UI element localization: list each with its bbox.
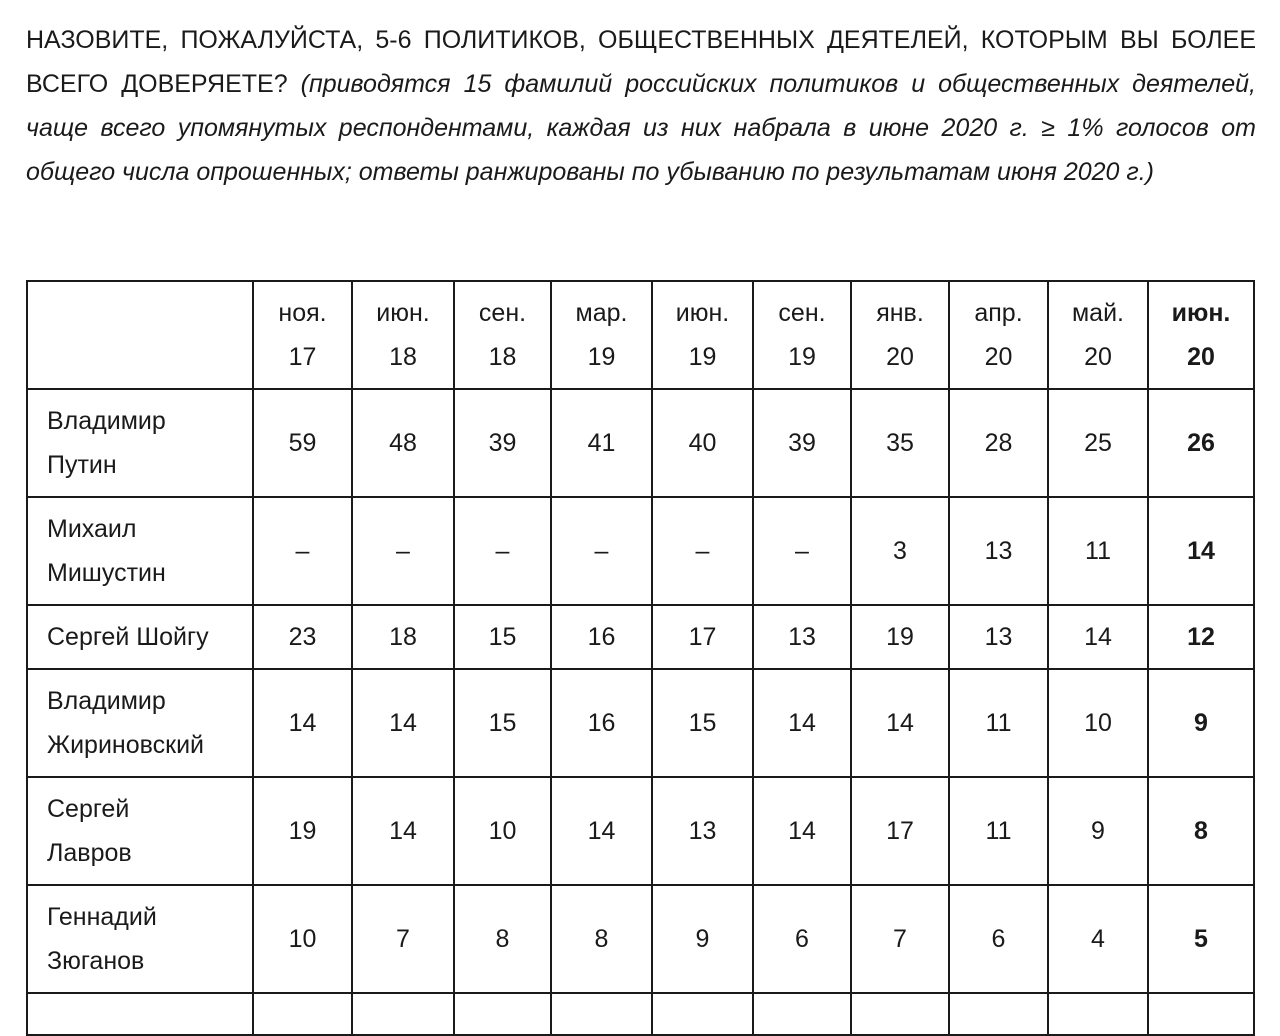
- value-cell: –: [352, 497, 454, 605]
- value-cell: 17: [652, 605, 753, 669]
- header-row: [27, 281, 1254, 389]
- value-cell: 41: [551, 389, 652, 497]
- table-row: [27, 605, 1254, 669]
- value-cell: 13: [753, 605, 851, 669]
- empty-cell: [551, 993, 652, 1035]
- value-cell: 7: [851, 885, 949, 993]
- table-row-partial: [27, 993, 1254, 1035]
- value-cell: 14: [851, 669, 949, 777]
- value-cell: 39: [454, 389, 551, 497]
- value-cell: 15: [454, 669, 551, 777]
- value-cell: 35: [851, 389, 949, 497]
- column-header: июн. 19: [652, 281, 753, 389]
- question-note: (приводятся 15 фамилий российских политиков и общественных деятелей, чаще всего упомянутых респондентами, каждая из них набрала в июне 2020 г. ≥ 1% голосов от общего числа опрошенных; ответы ранжированы по убыванию по результатам июня 2020 г.): [26, 70, 1256, 186]
- value-cell: 59: [253, 389, 352, 497]
- value-cell: 10: [253, 885, 352, 993]
- column-header: сен. 19: [753, 281, 851, 389]
- value-cell: 16: [551, 605, 652, 669]
- value-cell: 10: [1048, 669, 1148, 777]
- value-cell: 40: [652, 389, 753, 497]
- value-cell: 8: [551, 885, 652, 993]
- table-row: [27, 885, 1254, 993]
- empty-cell: [1148, 993, 1254, 1035]
- column-header-current: июн. 20: [1148, 281, 1254, 389]
- value-cell: 13: [949, 497, 1048, 605]
- value-cell: 19: [851, 605, 949, 669]
- value-cell: 39: [753, 389, 851, 497]
- empty-cell: [851, 993, 949, 1035]
- value-cell: 11: [949, 777, 1048, 885]
- value-cell-current: 8: [1148, 777, 1254, 885]
- value-cell-current: 5: [1148, 885, 1254, 993]
- value-cell: 4: [1048, 885, 1148, 993]
- empty-cell: [949, 993, 1048, 1035]
- table-row: [27, 669, 1254, 777]
- value-cell: 14: [352, 777, 454, 885]
- value-cell: 9: [1048, 777, 1148, 885]
- question-text: НАЗОВИТЕ, ПОЖАЛУЙСТА, 5-6 ПОЛИТИКОВ, ОБЩЕСТВЕННЫХ ДЕЯТЕЛЕЙ, КОТОРЫМ ВЫ БОЛЕЕ ВСЕГО ДОВЕРЯЕТЕ?: [26, 26, 1256, 98]
- column-header: сен. 18: [454, 281, 551, 389]
- value-cell: 6: [949, 885, 1048, 993]
- value-cell: 14: [1048, 605, 1148, 669]
- column-header: май. 20: [1048, 281, 1148, 389]
- politician-name: Сергей Лавров: [27, 777, 253, 885]
- empty-cell: [352, 993, 454, 1035]
- value-cell-current: 26: [1148, 389, 1254, 497]
- value-cell: 25: [1048, 389, 1148, 497]
- value-cell: 48: [352, 389, 454, 497]
- value-cell: 15: [454, 605, 551, 669]
- column-header: янв. 20: [851, 281, 949, 389]
- column-header: ноя. 17: [253, 281, 352, 389]
- value-cell: 9: [652, 885, 753, 993]
- value-cell: 14: [753, 777, 851, 885]
- value-cell: 13: [652, 777, 753, 885]
- survey-question: [26, 18, 1256, 194]
- value-cell-current: 9: [1148, 669, 1254, 777]
- value-cell: 14: [753, 669, 851, 777]
- politician-name: Геннадий Зюганов: [27, 885, 253, 993]
- politician-name: Владимир Жириновский: [27, 669, 253, 777]
- empty-cell: [1048, 993, 1148, 1035]
- value-cell: 19: [253, 777, 352, 885]
- value-cell: 6: [753, 885, 851, 993]
- value-cell: 14: [253, 669, 352, 777]
- value-cell: 16: [551, 669, 652, 777]
- value-cell-current: 14: [1148, 497, 1254, 605]
- value-cell: –: [454, 497, 551, 605]
- empty-cell: [753, 993, 851, 1035]
- value-cell: –: [253, 497, 352, 605]
- value-cell: –: [652, 497, 753, 605]
- value-cell: 28: [949, 389, 1048, 497]
- value-cell: –: [753, 497, 851, 605]
- value-cell: 8: [454, 885, 551, 993]
- value-cell: 3: [851, 497, 949, 605]
- value-cell: 11: [1048, 497, 1148, 605]
- value-cell: 18: [352, 605, 454, 669]
- value-cell: 11: [949, 669, 1048, 777]
- empty-cell: [27, 993, 253, 1035]
- value-cell-current: 12: [1148, 605, 1254, 669]
- column-header: июн. 18: [352, 281, 454, 389]
- value-cell: –: [551, 497, 652, 605]
- value-cell: 13: [949, 605, 1048, 669]
- politician-name: Владимир Путин: [27, 389, 253, 497]
- corner-cell: [27, 281, 253, 389]
- trust-ratings-table: [26, 280, 1255, 1036]
- empty-cell: [454, 993, 551, 1035]
- politician-name: Михаил Мишустин: [27, 497, 253, 605]
- value-cell: 7: [352, 885, 454, 993]
- empty-cell: [652, 993, 753, 1035]
- table-row: [27, 497, 1254, 605]
- value-cell: 17: [851, 777, 949, 885]
- empty-cell: [253, 993, 352, 1035]
- value-cell: 23: [253, 605, 352, 669]
- table-row: [27, 389, 1254, 497]
- table-row: [27, 777, 1254, 885]
- column-header: апр. 20: [949, 281, 1048, 389]
- politician-name: Сергей Шойгу: [27, 605, 253, 669]
- value-cell: 14: [551, 777, 652, 885]
- column-header: мар. 19: [551, 281, 652, 389]
- value-cell: 15: [652, 669, 753, 777]
- value-cell: 10: [454, 777, 551, 885]
- value-cell: 14: [352, 669, 454, 777]
